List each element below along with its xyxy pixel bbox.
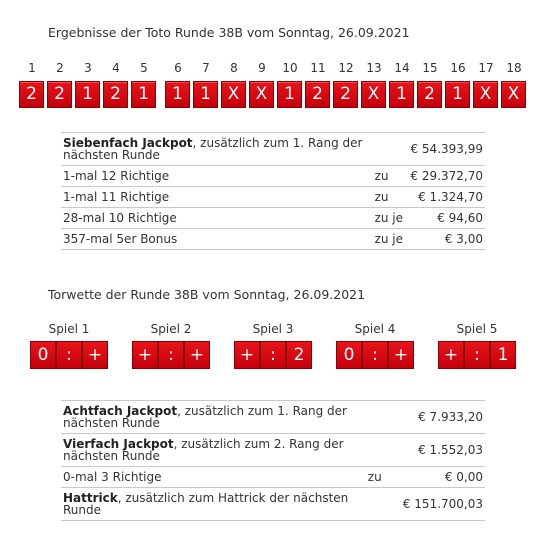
toto-result-box: 1 xyxy=(131,81,156,108)
payout-zu xyxy=(366,434,401,467)
match-number: 15 xyxy=(422,61,438,75)
payout-row xyxy=(61,401,485,434)
payout-amount: € 94,60 xyxy=(408,208,485,229)
torwette-score-spiel-1 xyxy=(30,341,108,369)
torwette-score-spiel-4 xyxy=(336,341,414,369)
toto-result-box: 1 xyxy=(445,81,470,108)
score-home: 0 xyxy=(336,341,362,369)
payout-zu: zu je xyxy=(373,229,409,250)
payout-zu xyxy=(366,401,401,434)
spiel-label: Spiel 5 xyxy=(456,322,498,336)
score-home: + xyxy=(132,341,158,369)
spiel-label: Spiel 3 xyxy=(252,322,294,336)
toto-result-box: 2 xyxy=(333,81,358,108)
payout-row xyxy=(61,208,485,229)
match-number: 16 xyxy=(450,61,466,75)
match-number: 12 xyxy=(338,61,354,75)
toto-result-box: X xyxy=(361,81,386,108)
payout-description: 1-mal 12 Richtige xyxy=(61,166,373,187)
payout-amount: € 54.393,99 xyxy=(408,133,485,166)
match-number: 10 xyxy=(282,61,298,75)
score-separator: : xyxy=(158,341,184,369)
toto-result-box: 2 xyxy=(417,81,442,108)
payout-description: 0-mal 3 Richtige xyxy=(61,467,366,488)
match-number: 4 xyxy=(112,61,120,75)
payout-amount: € 151.700,03 xyxy=(401,488,485,521)
payout-zu: zu je xyxy=(373,208,409,229)
score-separator: : xyxy=(56,341,82,369)
match-number: 13 xyxy=(366,61,382,75)
torwette-heading: Torwette der Runde 38B vom Sonntag, 26.09.2021 xyxy=(48,287,366,302)
payout-row xyxy=(61,467,485,488)
score-away: + xyxy=(82,341,108,369)
match-number: 11 xyxy=(310,61,326,75)
toto-result-box: X xyxy=(501,81,526,108)
score-separator: : xyxy=(260,341,286,369)
payout-description: 1-mal 11 Richtige xyxy=(61,187,373,208)
payout-zu: zu xyxy=(366,467,401,488)
score-home: + xyxy=(234,341,260,369)
score-away: + xyxy=(388,341,414,369)
torwette-score-spiel-3 xyxy=(234,341,312,369)
score-home: 0 xyxy=(30,341,56,369)
toto-result-box: 1 xyxy=(389,81,414,108)
payout-zu: zu xyxy=(373,187,409,208)
torwette-payout-table xyxy=(61,400,485,521)
payout-description: Hattrick, zusätzlich zum Hattrick der nächsten Runde xyxy=(61,488,366,521)
payout-description: 357-mal 5er Bonus xyxy=(61,229,373,250)
payout-description: Achtfach Jackpot, zusätzlich zum 1. Rang der nächsten Runde xyxy=(61,401,366,434)
toto-result-box: 2 xyxy=(103,81,128,108)
match-number: 1 xyxy=(28,61,36,75)
score-separator: : xyxy=(362,341,388,369)
payout-row xyxy=(61,434,485,467)
torwette-score-spiel-5 xyxy=(438,341,516,369)
payout-zu: zu xyxy=(373,166,409,187)
payout-row xyxy=(61,166,485,187)
toto-heading: Ergebnisse der Toto Runde 38B vom Sonntag, 26.09.2021 xyxy=(48,25,410,40)
score-home: + xyxy=(438,341,464,369)
spiel-label: Spiel 4 xyxy=(354,322,396,336)
payout-description: Siebenfach Jackpot, zusätzlich zum 1. Rang der nächsten Runde xyxy=(61,133,373,166)
match-number: 3 xyxy=(84,61,92,75)
match-number: 14 xyxy=(394,61,410,75)
match-number: 8 xyxy=(230,61,238,75)
toto-result-box: 1 xyxy=(277,81,302,108)
match-number: 2 xyxy=(56,61,64,75)
score-away: + xyxy=(184,341,210,369)
match-number: 5 xyxy=(140,61,148,75)
payout-row xyxy=(61,229,485,250)
payout-amount: € 3,00 xyxy=(408,229,485,250)
payout-amount: € 29.372,70 xyxy=(408,166,485,187)
match-number: 18 xyxy=(506,61,522,75)
match-number: 17 xyxy=(478,61,494,75)
payout-zu xyxy=(366,488,401,521)
payout-zu xyxy=(373,133,409,166)
toto-result-box: 1 xyxy=(193,81,218,108)
payout-amount: € 1.552,03 xyxy=(401,434,485,467)
toto-payout-table xyxy=(61,132,485,250)
payout-amount: € 1.324,70 xyxy=(408,187,485,208)
payout-row xyxy=(61,187,485,208)
payout-description: 28-mal 10 Richtige xyxy=(61,208,373,229)
spiel-label: Spiel 2 xyxy=(150,322,192,336)
toto-result-box: 1 xyxy=(165,81,190,108)
toto-result-box: X xyxy=(221,81,246,108)
toto-result-box: 1 xyxy=(75,81,100,108)
payout-amount: € 7.933,20 xyxy=(401,401,485,434)
toto-result-box: X xyxy=(473,81,498,108)
spiel-label: Spiel 1 xyxy=(48,322,90,336)
toto-result-box: 2 xyxy=(19,81,44,108)
payout-description: Vierfach Jackpot, zusätzlich zum 2. Rang der nächsten Runde xyxy=(61,434,366,467)
torwette-score-spiel-2 xyxy=(132,341,210,369)
score-separator: : xyxy=(464,341,490,369)
toto-result-box: X xyxy=(249,81,274,108)
match-number: 9 xyxy=(258,61,266,75)
match-number: 7 xyxy=(202,61,210,75)
match-number: 6 xyxy=(174,61,182,75)
payout-row xyxy=(61,488,485,521)
score-away: 1 xyxy=(490,341,516,369)
payout-row xyxy=(61,133,485,166)
score-away: 2 xyxy=(286,341,312,369)
toto-result-box: 2 xyxy=(47,81,72,108)
payout-amount: € 0,00 xyxy=(401,467,485,488)
toto-result-box: 2 xyxy=(305,81,330,108)
